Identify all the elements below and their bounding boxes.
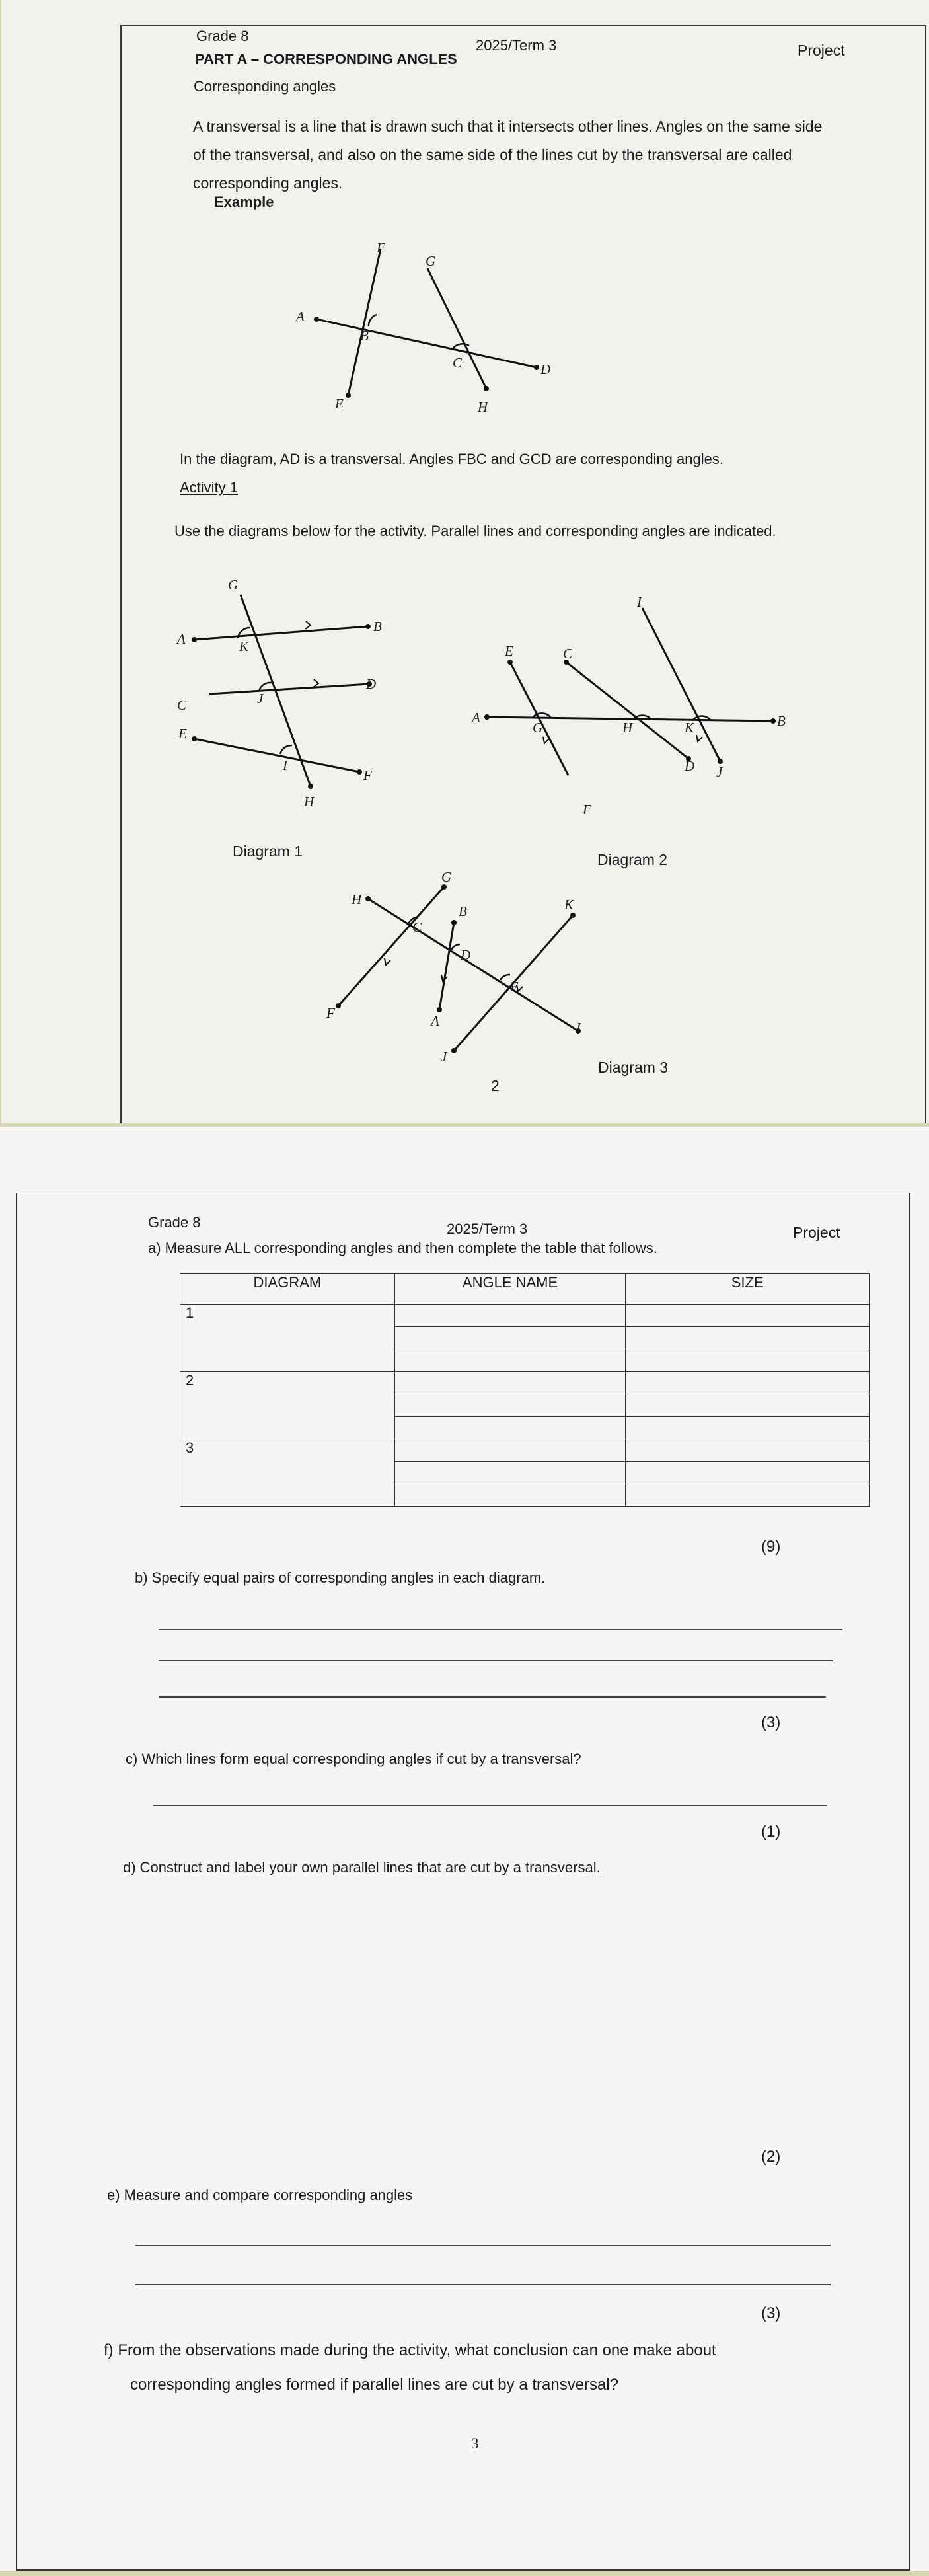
diagram3-point-label: F (326, 1005, 335, 1021)
diagram3-point-label: G (441, 869, 452, 885)
project-label: Project (798, 42, 845, 59)
example-point-label: C (453, 355, 463, 371)
answer-line-e1[interactable] (135, 2245, 831, 2246)
question-f-line-2: corresponding angles formed if parallel lines are cut by a transversal? (130, 2376, 619, 2394)
answer-line-b3[interactable] (159, 1696, 826, 1698)
size-cell[interactable] (626, 1439, 870, 1462)
question-a: a) Measure ALL corresponding angles and then complete the table that follows. (148, 1240, 657, 1256)
diagram3-point-label: J (441, 1049, 447, 1065)
diagram2-point-label: F (583, 802, 591, 817)
example-diagram (285, 238, 563, 423)
size-cell[interactable] (626, 1372, 870, 1394)
diagram1-point-label: E (178, 726, 187, 741)
diagram2-point-label: B (777, 713, 786, 729)
diagram3-point-label: K (564, 897, 574, 913)
diagram3-point-label: D (461, 947, 471, 963)
table-header-size: SIZE (626, 1274, 870, 1305)
question-f-line-1: f) From the observations made during the activity, what conclusion can one make about (104, 2341, 716, 2359)
answer-line-c[interactable] (153, 1805, 827, 1806)
definition-text: A transversal is a line that is drawn such that it intersects other lines. Angles on the same side of the transversal, and also on the same side of the lines cut by the transversal are called corresponding angles. (193, 118, 823, 192)
size-cell[interactable] (626, 1305, 870, 1327)
diagram1-point-label: A (177, 631, 186, 647)
marks-b: (3) (761, 1714, 781, 1731)
page-number: 2 (491, 1077, 500, 1094)
diagram2-point-label: H (622, 720, 633, 736)
example-point-label: A (296, 309, 305, 324)
activity-diagram-2 (464, 588, 794, 826)
diagram3-point-label: E (510, 979, 519, 995)
angle-name-cell[interactable] (394, 1327, 626, 1349)
page-number: 3 (471, 2435, 479, 2452)
example-point-label: D (540, 361, 551, 377)
angle-name-cell[interactable] (394, 1484, 626, 1507)
angle-name-cell[interactable] (394, 1372, 626, 1394)
diagram1-point-label: G (228, 577, 239, 593)
activity-diagram-3 (318, 859, 596, 1077)
marks-d: (2) (761, 2148, 781, 2166)
diagram3-point-label: B (459, 903, 467, 919)
diagram3-label: Diagram 3 (598, 1059, 669, 1076)
activity-title: Activity 1 (180, 479, 239, 496)
example-point-label: F (377, 240, 385, 256)
table-row-diagram-1: 1 (180, 1305, 395, 1372)
size-cell[interactable] (626, 1417, 870, 1439)
grade-label: Grade 8 (148, 1214, 201, 1231)
diagram1-point-label: K (239, 638, 249, 654)
diagram3-point-label: I (576, 1020, 581, 1036)
angle-name-cell[interactable] (394, 1394, 626, 1417)
diagram2-point-label: C (563, 646, 573, 662)
diagram2-point-label: D (685, 758, 695, 774)
diagram2-point-label: K (685, 720, 694, 736)
example-caption: In the diagram, AD is a transversal. Angles FBC and GCD are corresponding angles. (180, 451, 724, 467)
diagram2-point-label: A (472, 710, 480, 726)
worksheet-page-3 (0, 1127, 929, 2571)
diagram1-point-label: B (373, 619, 382, 634)
diagram3-point-label: A (431, 1013, 439, 1029)
example-label: Example (214, 194, 274, 210)
answer-line-e2[interactable] (135, 2284, 831, 2285)
question-c: c) Which lines form equal corresponding angles if cut by a transversal? (126, 1751, 581, 1767)
term-label: 2025/Term 3 (447, 1221, 528, 1237)
table-header-angle-name: ANGLE NAME (394, 1274, 626, 1305)
question-e: e) Measure and compare corresponding angles (107, 2187, 413, 2203)
question-b: b) Specify equal pairs of corresponding angles in each diagram. (135, 1570, 546, 1586)
angle-name-cell[interactable] (394, 1305, 626, 1327)
diagram2-point-label: G (533, 720, 543, 736)
angle-name-cell[interactable] (394, 1462, 626, 1484)
table-row-diagram-2: 2 (180, 1372, 395, 1439)
term-label: 2025/Term 3 (476, 37, 557, 54)
diagram2-point-label: E (505, 643, 513, 659)
project-label: Project (793, 1224, 840, 1241)
angle-name-cell[interactable] (394, 1439, 626, 1462)
diagram1-point-label: I (283, 757, 287, 773)
diagram1-point-label: C (177, 697, 187, 713)
diagram3-point-label: H (352, 891, 362, 907)
size-cell[interactable] (626, 1484, 870, 1507)
angles-table (180, 1273, 870, 1507)
worksheet-page-2 (1, 0, 929, 1123)
example-point-label: E (335, 396, 344, 412)
activity-diagram-1 (167, 575, 418, 813)
example-point-label: G (426, 253, 436, 269)
angle-name-cell[interactable] (394, 1417, 626, 1439)
diagram1-point-label: H (304, 794, 315, 810)
answer-line-b1[interactable] (159, 1629, 842, 1630)
diagram2-label: Diagram 2 (597, 851, 668, 868)
diagram1-point-label: D (366, 676, 377, 692)
diagram2-point-label: J (716, 764, 723, 780)
size-cell[interactable] (626, 1327, 870, 1349)
example-point-label: H (478, 399, 488, 415)
diagram1-point-label: F (363, 767, 372, 783)
marks-e: (3) (761, 2304, 781, 2322)
diagram1-label: Diagram 1 (233, 843, 303, 860)
diagram2-point-label: I (637, 594, 642, 610)
size-cell[interactable] (626, 1394, 870, 1417)
construction-area[interactable] (145, 1887, 839, 2191)
part-title: PART A – CORRESPONDING ANGLES (195, 51, 457, 67)
marks-c: (1) (761, 1823, 781, 1840)
table-row-diagram-3: 3 (180, 1439, 395, 1507)
answer-line-b2[interactable] (159, 1660, 833, 1661)
angle-name-cell[interactable] (394, 1349, 626, 1372)
diagram3-point-label: C (412, 919, 422, 935)
example-point-label: B (360, 328, 369, 344)
question-d: d) Construct and label your own parallel lines that are cut by a transversal. (123, 1859, 601, 1875)
grade-label: Grade 8 (196, 28, 249, 44)
size-cell[interactable] (626, 1349, 870, 1372)
activity-instructions: Use the diagrams below for the activity. Parallel lines and corresponding angles are indicated. (174, 523, 776, 539)
marks-a: (9) (761, 1538, 781, 1556)
table-header-diagram: DIAGRAM (180, 1274, 395, 1305)
diagram1-point-label: J (257, 691, 264, 706)
section-heading: Corresponding angles (194, 78, 336, 95)
size-cell[interactable] (626, 1462, 870, 1484)
